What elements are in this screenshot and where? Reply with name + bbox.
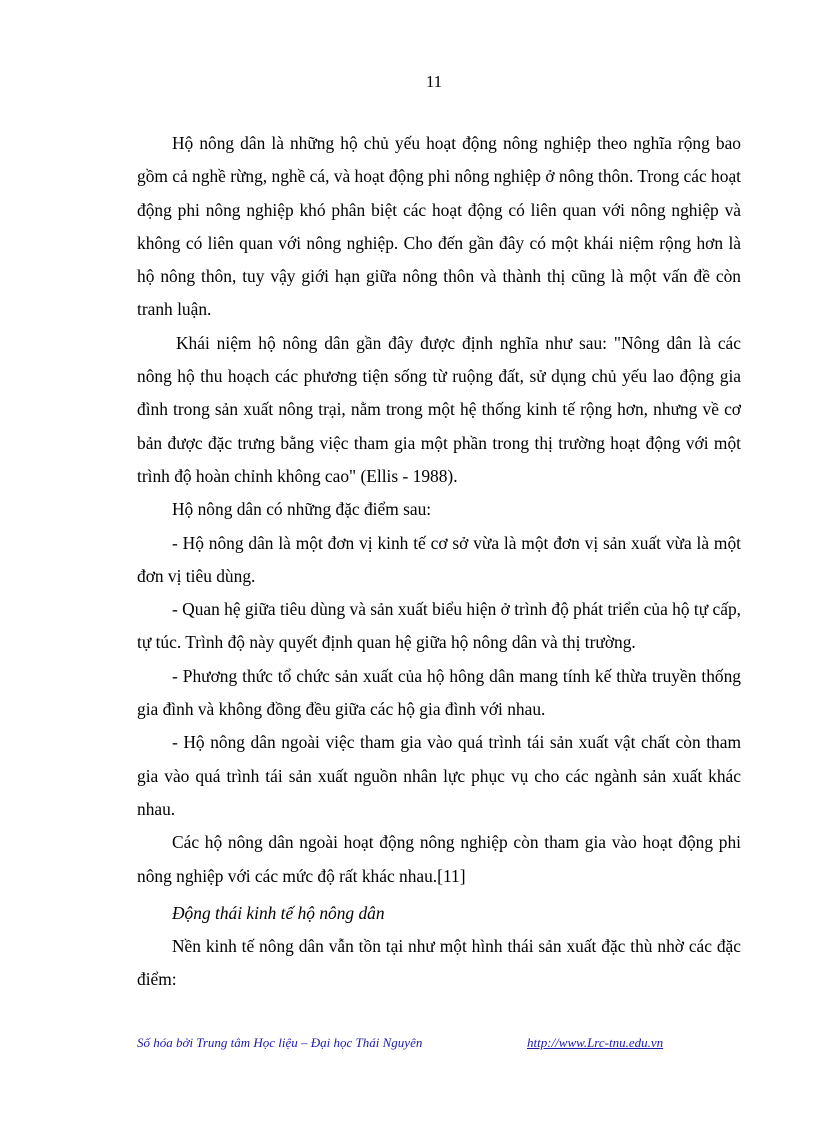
list-item-characteristic: - Hộ nông dân là một đơn vị kinh tế cơ sở vừa là một đơn vị sản xuất vừa là một đơn vị tiêu dùng. <box>137 532 741 586</box>
list-item-characteristic: - Quan hệ giữa tiêu dùng và sản xuất biểu hiện ở trình độ phát triển của hộ tự cấp, tự túc. Trình độ này quyết định quan hệ giữa hộ nông dân và thị trường. <box>137 599 741 653</box>
footer-link[interactable]: http://www.Lrc-tnu.edu.vn <box>527 1035 664 1050</box>
section-heading: Động thái kinh tế hộ nông dân <box>172 902 385 923</box>
document-body <box>137 127 741 997</box>
paragraph-household-definition: Hộ nông dân là những hộ chủ yếu hoạt động nông nghiệp theo nghĩa rộng bao gồm cả nghề rừng, nghề cá, và hoạt động phi nông nghiệp ở nông thôn. Trong các hoạt động phi nông nghiệp khó phân biệt các hoạt động có liên quan với nông nghiệp và không có liên quan với nông nghiệp. Cho đến gần đây có một khái niệm rộng hơn là hộ nông thôn, tuy vậy giới hạn giữa nông thôn và thành thị cũng là một vấn đề còn tranh luận. <box>137 133 742 320</box>
list-item-characteristic: - Hộ nông dân ngoài việc tham gia vào quá trình tái sản xuất vật chất còn tham gia vào quá trình tái sản xuất nguồn nhân lực phục vụ cho các ngành sản xuất khác nhau. <box>137 732 741 819</box>
list-item-characteristic: - Phương thức tổ chức sản xuất của hộ hông dân mang tính kế thừa truyền thống gia đình và không đồng đều giữa các hộ gia đình với nhau. <box>137 665 741 720</box>
page-number: 11 <box>425 72 443 91</box>
paragraph-concept-definition: Khái niệm hộ nông dân gần đây được định nghĩa như sau: "Nông dân là các nông hộ thu hoạch các phương tiện sống từ ruộng đất, sử dụng chủ yếu lao động gia đình trong sản xuất nông trại, nằm trong một hệ thống kinh tế rộng hơn, nhưng về cơ bản được đặc trưng bằng việc tham gia một phần trong thị trường hoạt động với một trình độ hoàn chỉnh không cao" (Ellis - 1988). <box>137 332 741 486</box>
paragraph-characteristics-intro: Hộ nông dân có những đặc điểm sau: <box>172 499 432 520</box>
footer-source-text: Số hóa bởi Trung tâm Học liệu – Đại học Thái Nguyên <box>137 1035 423 1050</box>
paragraph-non-agricultural: Các hộ nông dân ngoài hoạt động nông nghiệp còn tham gia vào hoạt động phi nông nghiệp với các mức độ rất khác nhau.[11] <box>137 832 741 886</box>
paragraph-peasant-economy: Nền kinh tế nông dân vẫn tồn tại như một hình thái sản xuất đặc thù nhờ các đặc điểm: <box>137 936 741 990</box>
